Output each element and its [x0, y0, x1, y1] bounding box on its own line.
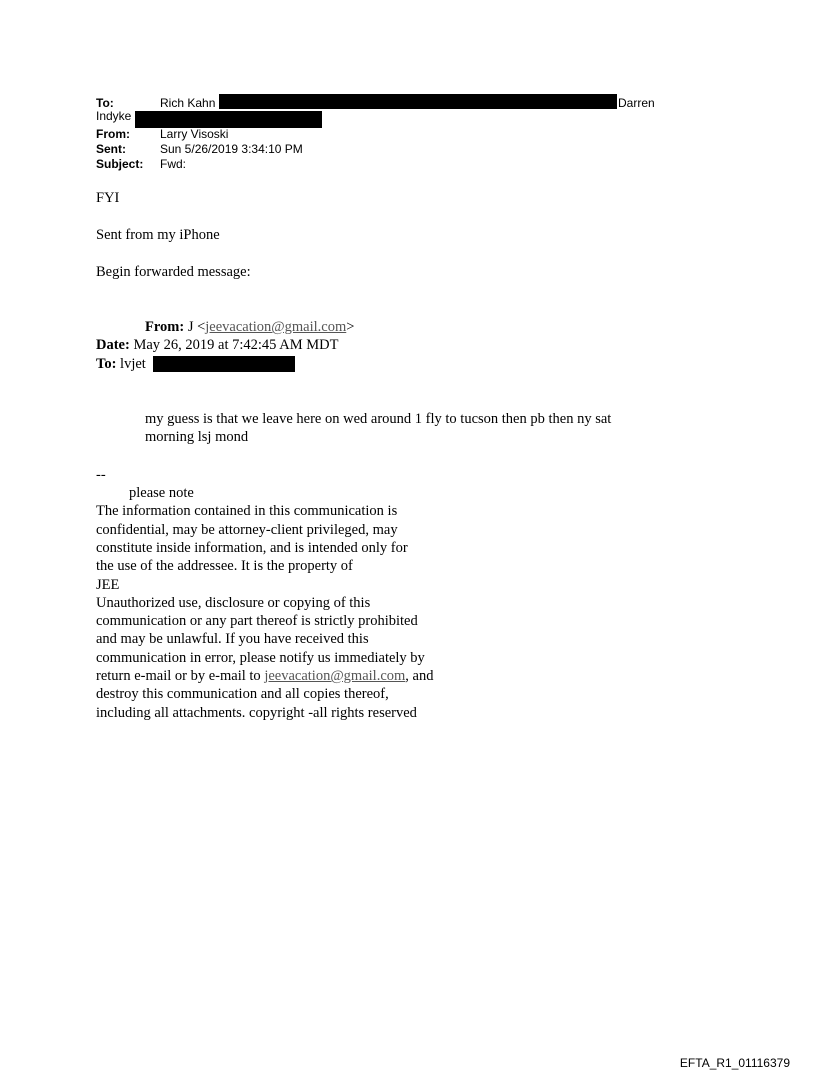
forwarded-to-value: lvjet	[120, 356, 146, 372]
message-line-2: morning lsj mond	[145, 429, 249, 445]
disclaimer-return-line	[96, 667, 433, 685]
subject-value: Fwd:	[160, 157, 187, 171]
from-value: Larry Visoski	[160, 127, 229, 141]
disclaimer-line: destroy this communication and all copies thereof,	[96, 686, 389, 702]
redaction-box	[135, 111, 322, 128]
signature-separator: --	[96, 467, 106, 483]
forwarded-to-label: To:	[96, 356, 117, 372]
disclaimer-line: and may be unlawful. If you have received this	[96, 631, 369, 647]
forwarded-from-email-link[interactable]: jeevacation@gmail.com	[205, 319, 347, 335]
to-label: To:	[96, 96, 114, 110]
disclaimer-return-prefix: return e-mail or by e-mail to	[96, 668, 265, 684]
to-value-wrap: Indyke	[96, 109, 132, 123]
to-value-continued: Darren	[618, 96, 655, 110]
message-line-1: my guess is that we leave here on wed around 1 fly to tucson then pb then ny sat	[145, 411, 612, 427]
disclaimer-line: constitute inside information, and is intended only for	[96, 540, 408, 556]
forwarded-to-line	[96, 355, 146, 373]
signature-please-note: please note	[129, 485, 194, 501]
forwarded-date-line	[96, 336, 338, 354]
document-id: EFTA_R1_01116379	[679, 1056, 790, 1070]
forwarded-from-name: J <	[187, 319, 206, 335]
fyi-text: FYI	[96, 190, 120, 206]
begin-forwarded-text: Begin forwarded message:	[96, 264, 251, 280]
from-label: From:	[96, 127, 130, 141]
disclaimer-line: The information contained in this communication is	[96, 503, 398, 519]
forwarded-from-close: >	[346, 319, 355, 335]
redaction-box	[219, 94, 617, 109]
disclaimer-line: Unauthorized use, disclosure or copying of this	[96, 595, 371, 611]
sent-label: Sent:	[96, 142, 126, 156]
sent-from-text: Sent from my iPhone	[96, 227, 220, 243]
subject-label: Subject:	[96, 157, 144, 171]
disclaimer-line: communication or any part thereof is strictly prohibited	[96, 613, 418, 629]
disclaimer-line: including all attachments. copyright -all rights reserved	[96, 705, 417, 721]
redaction-box	[153, 356, 295, 372]
forwarded-from-label: From:	[145, 319, 185, 335]
forwarded-date-label: Date:	[96, 337, 130, 353]
disclaimer-return-suffix: , and	[405, 668, 434, 684]
to-value: Rich Kahn	[160, 96, 216, 110]
disclaimer-line: confidential, may be attorney-client privileged, may	[96, 522, 398, 538]
disclaimer-line: communication in error, please notify us immediately by	[96, 650, 425, 666]
sent-value: Sun 5/26/2019 3:34:10 PM	[160, 142, 303, 156]
disclaimer-email-link[interactable]: jeevacation@gmail.com	[264, 668, 406, 684]
disclaimer-line: the use of the addressee. It is the property of	[96, 558, 353, 574]
forwarded-from-line	[145, 318, 354, 336]
disclaimer-line: JEE	[96, 577, 120, 593]
forwarded-date-value: May 26, 2019 at 7:42:45 AM MDT	[133, 337, 339, 353]
